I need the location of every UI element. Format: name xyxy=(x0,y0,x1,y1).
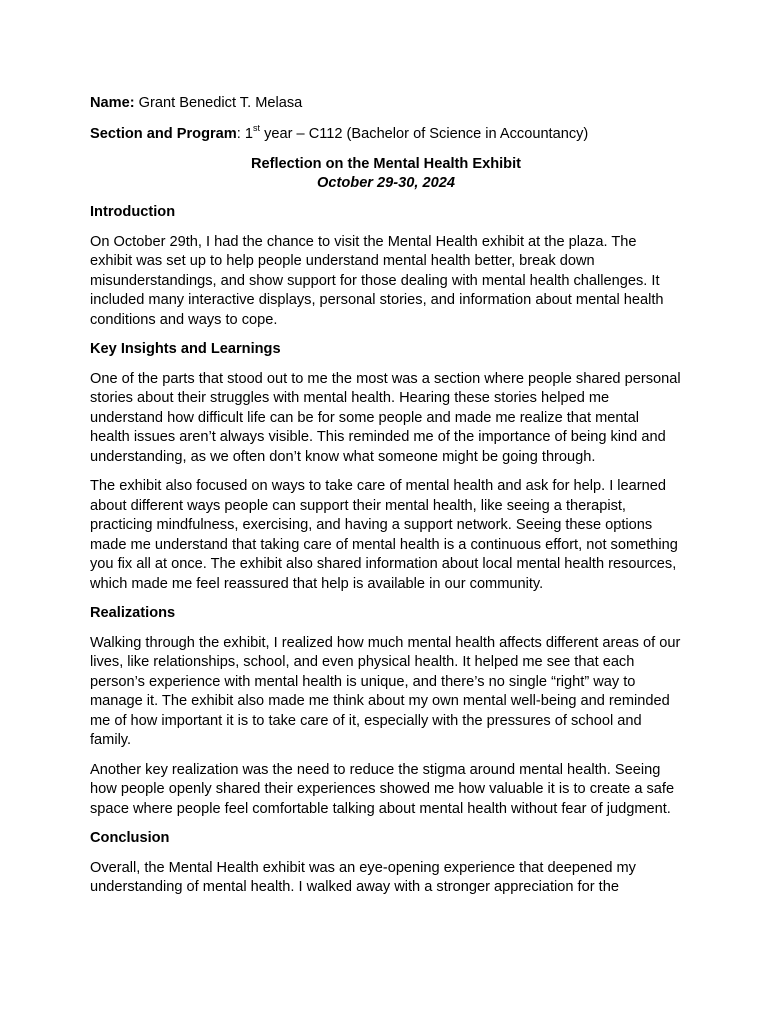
section-value: year – C112 (Bachelor of Science in Accountancy) xyxy=(260,125,589,142)
document-body xyxy=(90,94,682,908)
section-program-line xyxy=(90,122,682,145)
name-value: Grant Benedict T. Melasa xyxy=(134,95,303,111)
document-date: October 29-30, 2024 xyxy=(317,175,455,191)
title-block xyxy=(90,155,682,193)
name-label: Name: xyxy=(90,95,135,111)
paragraph-insights-2: The exhibit also focused on ways to take care of mental health and ask for help. I learned about different ways people can support their mental health, like seeing a therapist, practicing mindfulness, exercising, and having a support network. Seeing these options made me understand that taking care of mental health is a continuous effort, not something you fix all at once. The exhibit also shared information about local mental health resources, which made me feel reassured that help is available in our community. xyxy=(90,478,678,592)
section-label: Section and Program xyxy=(90,125,237,142)
paragraph-realizations-2: Another key realization was the need to reduce the stigma around mental health. Seeing how people openly shared their experiences showed me how valuable it is to create a safe space where people feel comfortable talking about mental health without fear of judgment. xyxy=(90,761,675,817)
section-superscript: st xyxy=(253,122,261,133)
document-title: Reflection on the Mental Health Exhibit xyxy=(250,156,521,172)
paragraph-insights-1: One of the parts that stood out to me the most was a section where people shared personal stories about their struggles with mental health. Hearing these stories helped me understand how difficult life can be for some people and made me realize that mental health issues aren’t always visible. This reminded me of the importance of being kind and understanding, as we often don’t know what someone might be going through. xyxy=(90,370,681,465)
heading-key-insights: Key Insights and Learnings xyxy=(90,341,281,357)
heading-conclusion: Conclusion xyxy=(90,830,170,846)
paragraph-realizations-1: Walking through the exhibit, I realized how much mental health affects different areas of our lives, like relationships, school, and even physical health. It helped me see that each person’s experience with mental health is unique, and there’s no single “right” way to manage it. The exhibit also made me think about my own mental well-being and reminded me of how important it is to take care of it, especially with the pressures of school and family. xyxy=(90,634,681,748)
name-line xyxy=(90,94,682,114)
paragraph-introduction: On October 29th, I had the chance to visit the Mental Health exhibit at the plaza. The exhibit was set up to help people understand mental health better, break down misunderstandings, and show support for those dealing with mental health challenges. It included many interactive displays, personal stories, and information about mental health conditions and ways to cope. xyxy=(90,233,664,328)
heading-introduction: Introduction xyxy=(90,204,176,220)
heading-realizations: Realizations xyxy=(90,605,176,621)
paragraph-conclusion: Overall, the Mental Health exhibit was an eye-opening experience that deepened my understanding of mental health. I walked away with a stronger appreciation for the xyxy=(90,859,636,895)
section-separator: : 1 xyxy=(236,125,254,142)
